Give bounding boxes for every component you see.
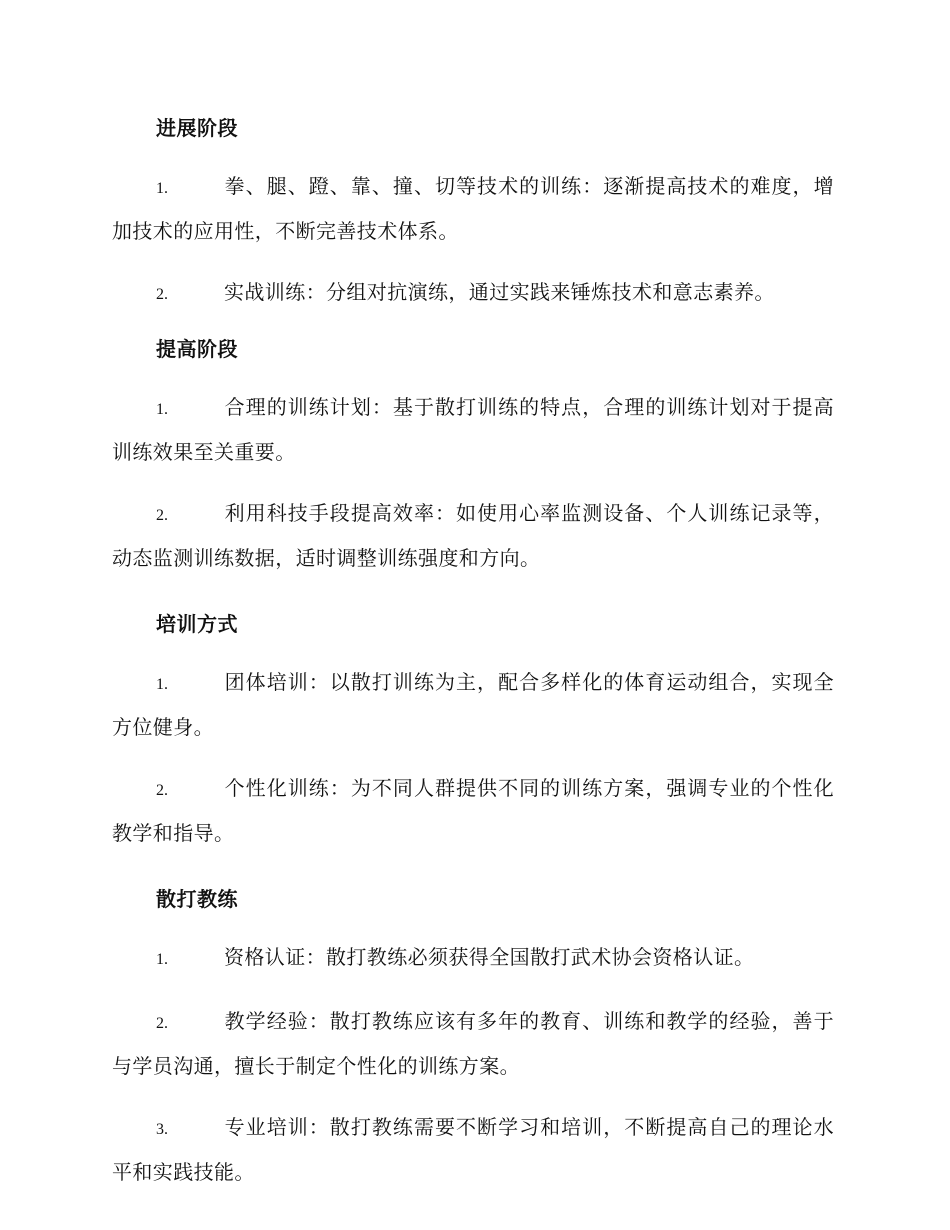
section-heading: 进展阶段 bbox=[156, 116, 238, 140]
list-number: 2. bbox=[156, 507, 168, 524]
list-item bbox=[112, 661, 834, 748]
list-item bbox=[112, 386, 834, 473]
list-number: 1. bbox=[156, 401, 168, 418]
list-number: 1. bbox=[156, 180, 168, 197]
list-text: 利用科技手段提高效率：如使用心率监测设备、个人训练记录等，动态监测训练数据，适时调整训练强度和方向。 bbox=[112, 501, 834, 570]
list-number: 2. bbox=[156, 782, 168, 799]
section-heading: 提高阶段 bbox=[156, 337, 238, 361]
list-text: 个性化训练：为不同人群提供不同的训练方案，强调专业的个性化教学和指导。 bbox=[112, 776, 834, 845]
list-text: 团体培训：以散打训练为主，配合多样化的体育运动组合，实现全方位健身。 bbox=[112, 670, 834, 739]
list-item bbox=[112, 165, 834, 252]
list-number: 1. bbox=[156, 676, 168, 693]
list-item bbox=[112, 767, 834, 854]
list-text: 教学经验：散打教练应该有多年的教育、训练和教学的经验，善于与学员沟通，擅长于制定个性化的训练方案。 bbox=[112, 1009, 834, 1078]
list-number: 3. bbox=[156, 1121, 168, 1138]
list-number: 1. bbox=[156, 951, 168, 968]
document-body bbox=[112, 110, 834, 1193]
list-item bbox=[112, 1000, 834, 1087]
list-item bbox=[112, 271, 834, 316]
list-text: 拳、腿、蹬、靠、撞、切等技术的训练：逐渐提高技术的难度，增加技术的应用性，不断完善技术体系。 bbox=[112, 174, 834, 243]
list-text: 专业培训：散打教练需要不断学习和培训，不断提高自己的理论水平和实践技能。 bbox=[112, 1115, 834, 1184]
list-text: 资格认证：散打教练必须获得全国散打武术协会资格认证。 bbox=[224, 945, 755, 969]
list-text: 实战训练：分组对抗演练，通过实践来锤炼技术和意志素养。 bbox=[224, 280, 775, 304]
list-item bbox=[112, 1106, 834, 1193]
list-text: 合理的训练计划：基于散打训练的特点，合理的训练计划对于提高训练效果至关重要。 bbox=[112, 395, 834, 464]
list-item bbox=[112, 936, 834, 981]
section-heading: 培训方式 bbox=[156, 612, 238, 636]
list-number: 2. bbox=[156, 1015, 168, 1032]
list-number: 2. bbox=[156, 286, 168, 303]
list-item bbox=[112, 492, 834, 579]
section-heading: 散打教练 bbox=[156, 887, 238, 911]
